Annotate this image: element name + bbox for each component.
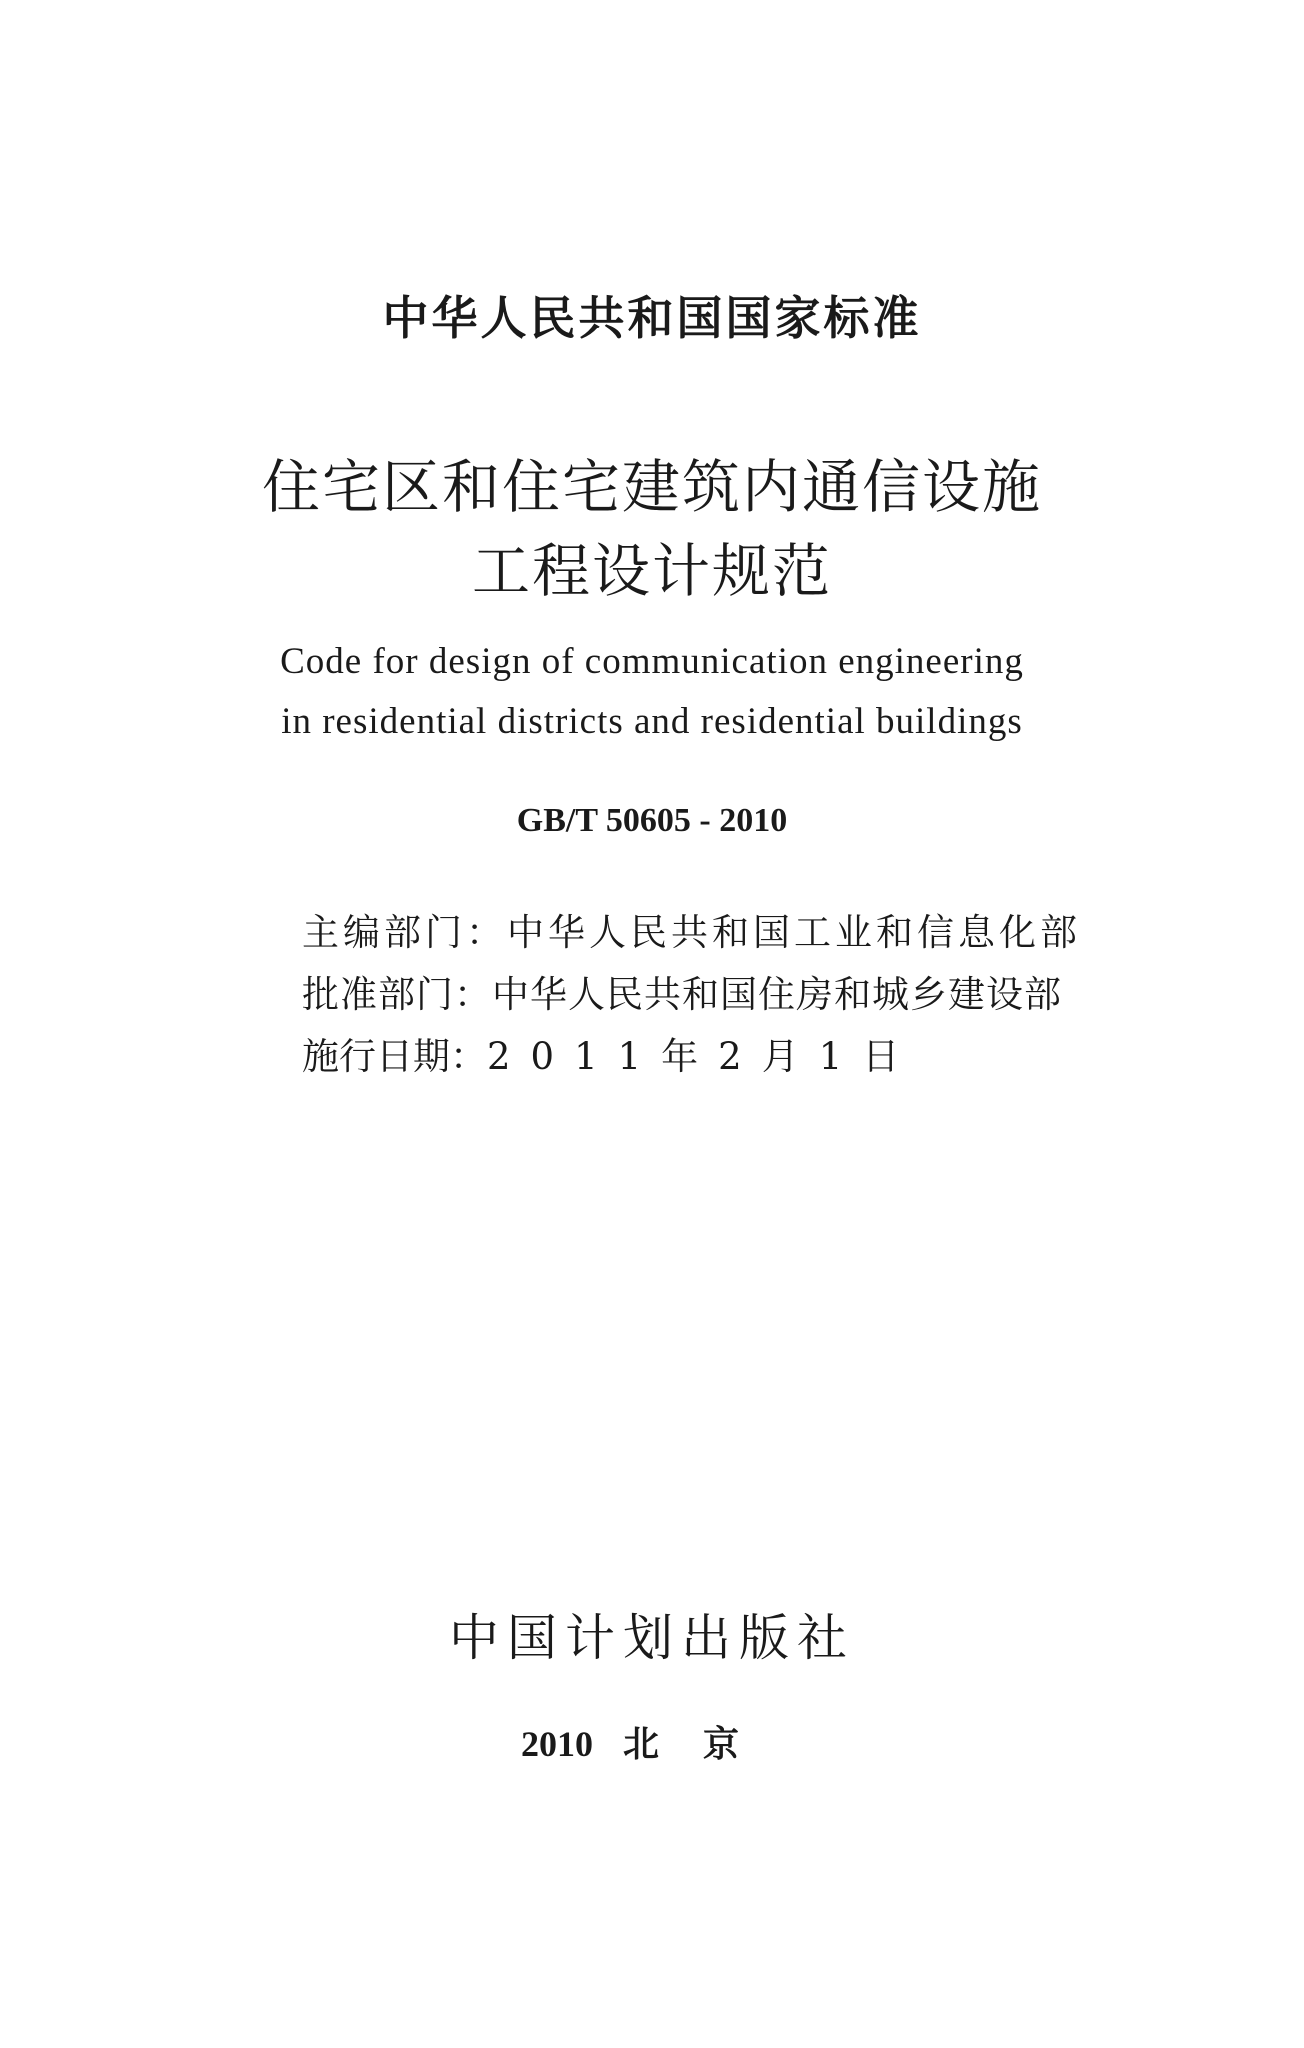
chinese-title-line-2: 工程设计规范 bbox=[471, 537, 832, 605]
publication-city: 北京 bbox=[622, 1724, 783, 1764]
publication-year: 2010 bbox=[520, 1724, 593, 1764]
editor-department-row bbox=[302, 902, 1082, 956]
effective-date-row bbox=[302, 1026, 1082, 1080]
editor-department-value: 中华人民共和国工业和信息化部 bbox=[507, 911, 1081, 954]
standard-code: GB/T 50605 - 2010 bbox=[516, 802, 788, 839]
effective-date-label: 施行日期： bbox=[302, 1035, 487, 1078]
editor-department-label: 主编部门： bbox=[302, 911, 507, 954]
publisher-name: 中国计划出版社 bbox=[449, 1609, 855, 1667]
approver-department-row bbox=[302, 964, 1082, 1018]
standard-series-title: 中华人民共和国国家标准 bbox=[382, 291, 922, 345]
chinese-title-line-1: 住宅区和住宅建筑内通信设施 bbox=[261, 453, 1042, 521]
approver-department-label: 批准部门： bbox=[302, 973, 492, 1016]
english-title-line-2: in residential districts and residential buildings bbox=[281, 701, 1023, 742]
effective-date-value: 2011年2月1日 bbox=[487, 1035, 920, 1078]
publication-place-row bbox=[0, 1716, 1304, 1767]
english-title-line-1: Code for design of communication engineering bbox=[280, 641, 1024, 682]
approver-department-value: 中华人民共和国住房和城乡建设部 bbox=[492, 973, 1062, 1016]
